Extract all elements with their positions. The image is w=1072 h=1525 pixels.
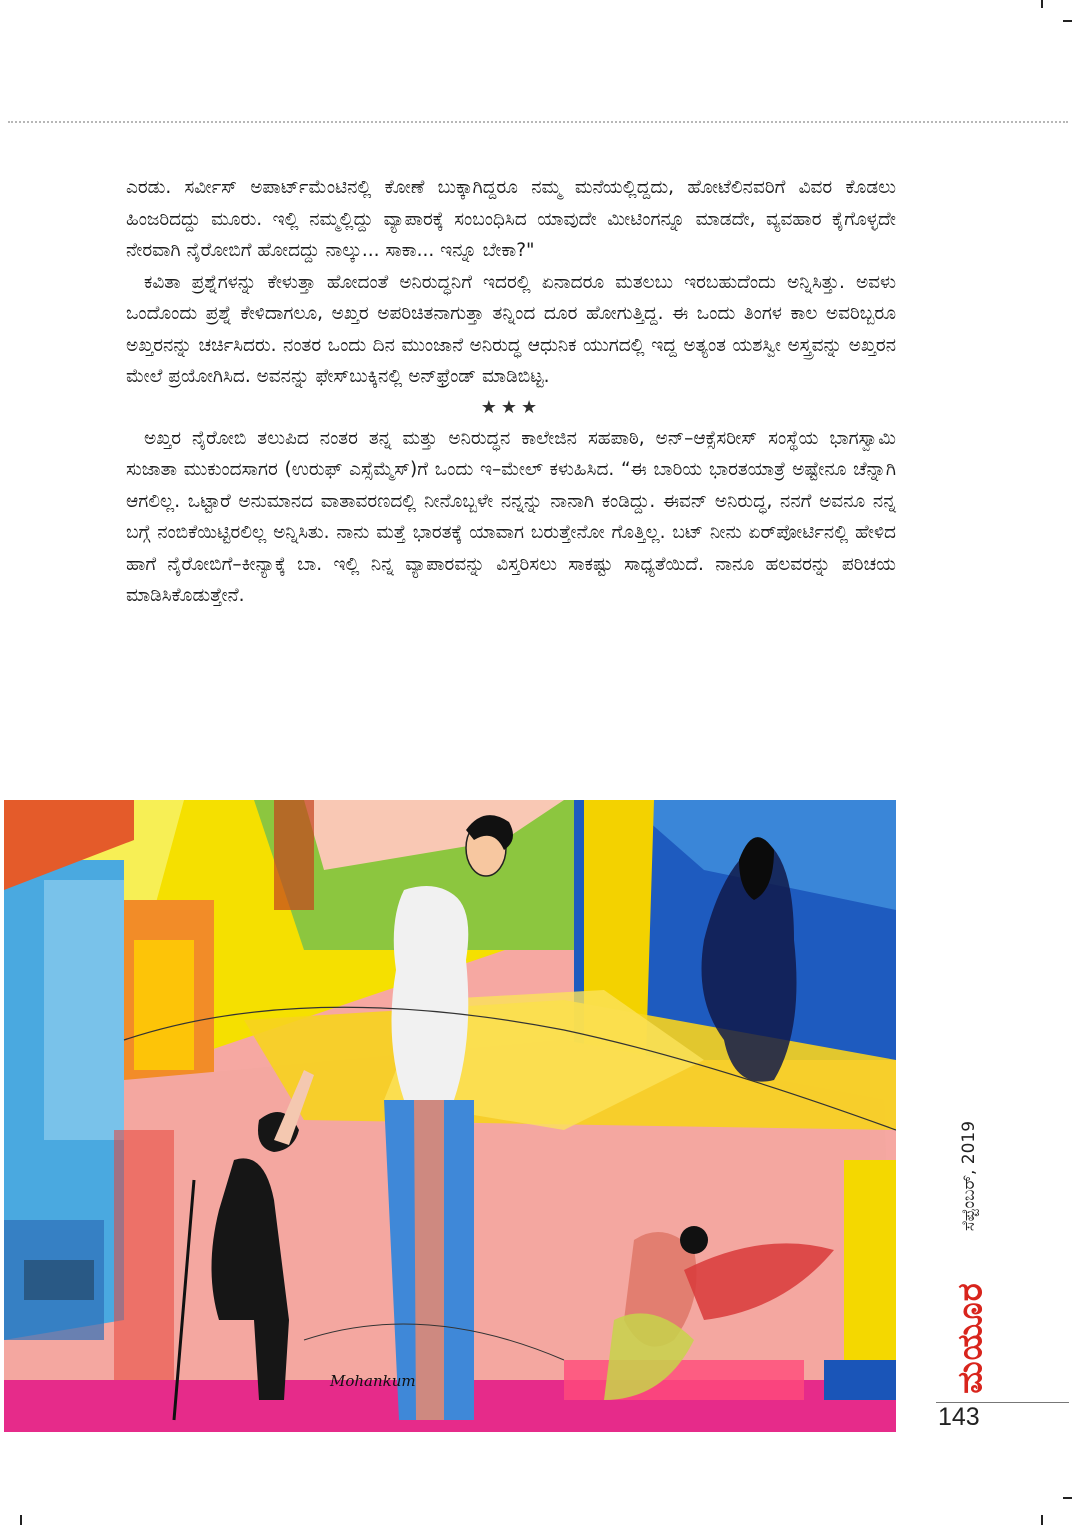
paragraph-1: ಎರಡು. ಸರ್ವೀಸ್ ಅಪಾರ್ಟ್‌ಮೆಂಟಿನಲ್ಲಿ ಕೋಣೆ ಬುಕ್ಕಾಗಿದ್ದರೂ ನಮ್ಮ ಮನೆಯಲ್ಲಿದ್ದದು, ಹೋಟೆಲಿನವರಿಗೆ ವಿವರ ಕೊಡಲು ಹಿಂಜರಿದದ್ದು ಮೂರು. ಇಲ್ಲಿ ನಮ್ಮಲ್ಲಿದ್ದು ವ್ಯಾಪಾರಕ್ಕೆ ಸಂಬಂಧಿಸಿದ ಯಾವುದೇ ಮೀಟಿಂಗನ್ನೂ ಮಾಡದೇ, ವ್ಯವಹಾರ ಕೈಗೊಳ್ಳದೇ ನೇರವಾಗಿ ನೈರೋಬಿಗೆ ಹೋದದ್ದು ನಾಲ್ಕು... ಸಾಕಾ... ಇನ್ನೂ ಬೇಕಾ?" [126,177,896,261]
crop-mark-bottom-left [20,1515,22,1525]
magazine-logo [948,1276,994,1400]
crop-mark-top-right [1041,0,1043,8]
magazine-logo-text: ಮಯೂರ [951,1282,991,1394]
illustration-signature: Mohankum [330,1372,416,1390]
paragraph-3: ಅಖ್ತರ ನೈರೋಬಿ ತಲುಪಿದ ನಂತರ ತನ್ನ ಮತ್ತು ಅನಿರುದ್ಧನ ಕಾಲೇಜಿನ ಸಹಪಾಠಿ, ಅನ್–ಆಕ್ಸೆಸರೀಸ್ ಸಂಸ್ಥೆಯ ಭಾಗಸ್ವಾಮಿ ಸುಜಾತಾ ಮುಕುಂದಸಾಗರ (ಉರುಫ್ ಎಸ್ಸೆಮ್ಮೆಸ್)ಗೆ ಒಂದು ಇ–ಮೇಲ್ ಕಳುಹಿಸಿದ. “ಈ ಬಾರಿಯ ಭಾರತಯಾತ್ರೆ ಅಷ್ಟೇನೂ ಚೆನ್ನಾಗಿ ಆಗಲಿಲ್ಲ. ಒಟ್ಟಾರೆ ಅನುಮಾನದ ವಾತಾವರಣದಲ್ಲಿ ನೀನೊಬ್ಬಳೇ ನನ್ನನ್ನು ನಾನಾಗಿ ಕಂಡಿದ್ದು. ಈವನ್ ಅನಿರುದ್ಧ, ನನಗೆ ಅವನೂ ನನ್ನ ಬಗ್ಗೆ ನಂಬಿಕೆಯಿಟ್ಟಿರಲಿಲ್ಲ ಅನ್ನಿಸಿತು. ನಾನು ಮತ್ತೆ ಭಾರತಕ್ಕೆ ಯಾವಾಗ ಬರುತ್ತೇನೋ ಗೊತ್ತಿಲ್ಲ. ಬಟ್ ನೀನು ಏರ್‌ಪೋರ್ಟಿನಲ್ಲಿ ಹೇಳಿದ ಹಾಗೆ ನೈರೋಬಿಗೆ–ಕೀನ್ಯಾಕ್ಕೆ ಬಾ. ಇಲ್ಲಿ ನಿನ್ನ ವ್ಯಾಪಾರವನ್ನು ವಿಸ್ತರಿಸಲು ಸಾಕಷ್ಟು ಸಾಧ್ಯತೆಯಿದೆ. ನಾನೂ ಹಲವರನ್ನು ಪರಿಚಯ ಮಾಡಿಸಿಕೊಡುತ್ತೇನೆ. [126,427,896,606]
issue-date [954,1086,984,1266]
header-dotted-rule [8,121,1068,123]
article-body [126,172,896,612]
section-break-stars: ★★★ [480,396,542,418]
crop-mark-right-bottom [1063,1497,1072,1499]
crop-mark-bottom-right [1041,1515,1043,1525]
paragraph-2: ಕವಿತಾ ಪ್ರಶ್ನೆಗಳನ್ನು ಕೇಳುತ್ತಾ ಹೋದಂತೆ ಅನಿರುದ್ಧನಿಗೆ ಇದರಲ್ಲಿ ಏನಾದರೂ ಮತಲಬು ಇರಬಹುದೆಂದು ಅನ್ನಿಸಿತ್ತು. ಅವಳು ಒಂದೊಂದು ಪ್ರಶ್ನೆ ಕೇಳಿದಾಗಲೂ, ಅಖ್ತರ ಅಪರಿಚಿತನಾಗುತ್ತಾ ತನ್ನಿಂದ ದೂರ ಹೋಗುತ್ತಿದ್ದ. ಈ ಒಂದು ತಿಂಗಳ ಕಾಲ ಅವರಿಬ್ಬರೂ ಅಖ್ತರನನ್ನು ಚರ್ಚಿಸಿದರು. ನಂತರ ಒಂದು ದಿನ ಮುಂಜಾನೆ ಅನಿರುದ್ಧ ಆಧುನಿಕ ಯುಗದಲ್ಲಿ ಇದ್ದ ಅತ್ಯಂತ ಯಶಸ್ವೀ ಅಸ್ತ್ರವನ್ನು ಅಖ್ತರನ ಮೇಲೆ ಪ್ರಯೋಗಿಸಿದ. ಅವನನ್ನು ಫೇಸ್‌ಬುಕ್ಕಿನಲ್ಲಿ ಅನ್‌ಫ್ರೆಂಡ್ ಮಾಡಿಬಿಟ್ಟ. [126,271,896,387]
page-number: 143 [938,1403,980,1431]
issue-date-text: ಸೆಪ್ಟೆಂಬರ್, 2019 [959,1120,979,1232]
crop-mark-right-top [1063,20,1072,22]
story-illustration [4,800,896,1432]
